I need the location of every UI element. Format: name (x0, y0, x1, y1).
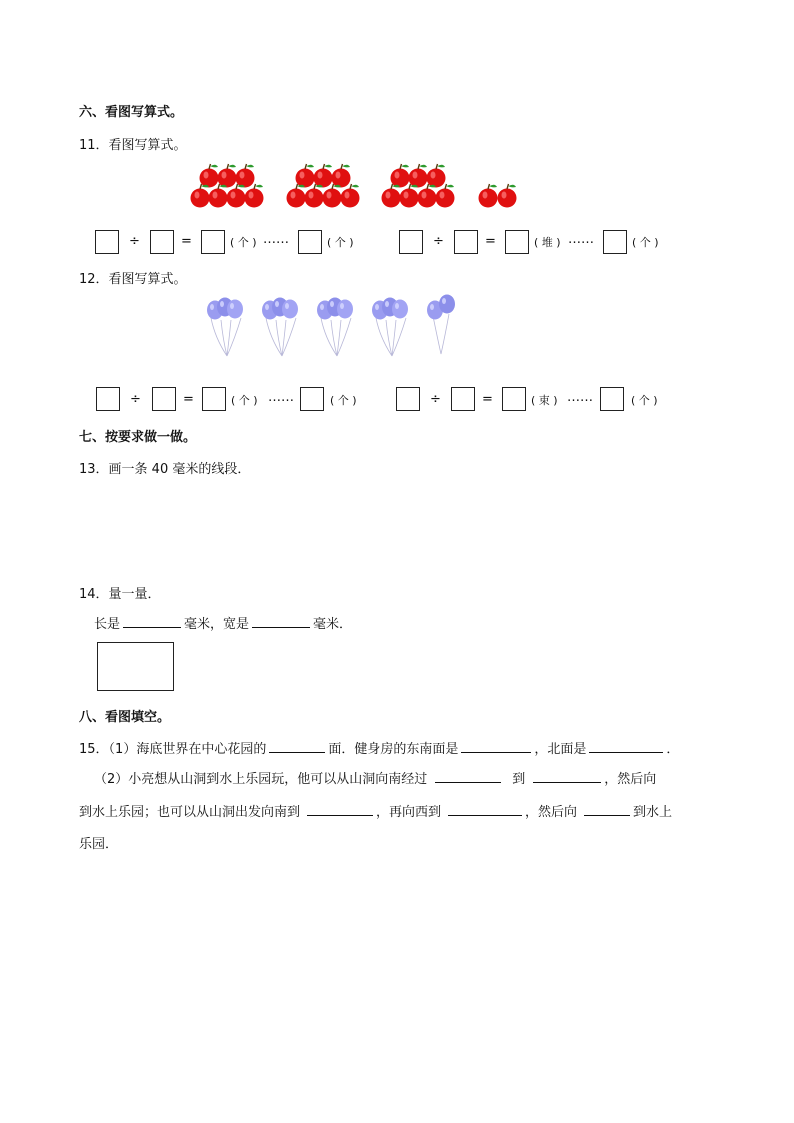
balloons-picture (200, 296, 500, 366)
balloon-bunch (207, 298, 243, 357)
unit-label: ( 个 ) (327, 236, 354, 249)
balloon-bunch (372, 298, 408, 357)
question-15-line-4: 乐园． (79, 837, 119, 852)
unit-label: ( 束 ) (531, 394, 558, 407)
q15-text: 到水上乐园；也可以从山洞出发向南到 (79, 805, 301, 820)
answer-box[interactable] (454, 230, 478, 254)
unit-label: ( 个 ) (330, 394, 357, 407)
question-11-label: 11．看图写算式。 (79, 138, 187, 153)
answer-box[interactable] (96, 387, 120, 411)
answer-blank[interactable] (307, 803, 373, 816)
answer-box[interactable] (202, 387, 226, 411)
remainder-dots: …… (268, 390, 294, 405)
apple-group-3 (382, 164, 455, 208)
q15-text: 到 (512, 772, 526, 787)
question-13-label: 13．画一条 40 毫米的线段． (79, 462, 251, 477)
answer-box[interactable] (201, 230, 225, 254)
q15-text: （2）小亮想从山洞到水上乐园玩，他可以从山洞向南经过 (94, 772, 428, 787)
balloon-bunch (427, 295, 455, 355)
measure-rectangle (97, 642, 174, 691)
divide-sign: ÷ (433, 234, 444, 249)
q15-text: ，再向西到 (376, 805, 442, 820)
q15-text: 面．健身房的东南面是 (328, 742, 459, 757)
answer-blank[interactable] (461, 740, 531, 753)
q15-text: 15．（1）海底世界在中心花园的 (79, 742, 267, 757)
equals-sign: = (482, 392, 493, 407)
answer-blank[interactable] (584, 803, 630, 816)
answer-box[interactable] (399, 230, 423, 254)
unit-label: ( 个 ) (632, 236, 659, 249)
unit-label: ( 个 ) (230, 236, 257, 249)
q15-text: 到水上 (633, 805, 673, 820)
divide-sign: ÷ (130, 392, 141, 407)
question-12-label: 12．看图写算式。 (79, 272, 187, 287)
answer-blank[interactable] (269, 740, 325, 753)
answer-box[interactable] (150, 230, 174, 254)
q15-text: ，北面是 (534, 742, 587, 757)
answer-box[interactable] (505, 230, 529, 254)
q15-text: ，然后向 (604, 772, 657, 787)
answer-blank[interactable] (589, 740, 663, 753)
remainder-dots: …… (263, 232, 289, 247)
equals-sign: = (181, 234, 192, 249)
question-14-label: 14．量一量． (79, 587, 161, 602)
remainder-dots: …… (568, 232, 594, 247)
length-text: 长是 (94, 617, 121, 632)
remainder-dots: …… (567, 390, 593, 405)
answer-box[interactable] (603, 230, 627, 254)
apple-group-2 (287, 164, 360, 208)
section-seven-title: 七、按要求做一做。 (79, 430, 197, 445)
question-15-line-3 (79, 801, 672, 820)
answer-blank[interactable] (435, 770, 501, 783)
answer-box[interactable] (600, 387, 624, 411)
balloon-bunch (317, 298, 353, 357)
divide-sign: ÷ (129, 234, 140, 249)
equals-sign: = (485, 234, 496, 249)
width-text: 毫米，宽是 (184, 617, 250, 632)
divide-sign: ÷ (430, 392, 441, 407)
length-blank[interactable] (123, 615, 181, 628)
section-six-title: 六、看图写算式。 (79, 105, 184, 120)
apple-group-1 (191, 164, 264, 208)
question-14-measure-line (94, 613, 352, 632)
unit-label: ( 堆 ) (534, 236, 561, 249)
answer-box[interactable] (396, 387, 420, 411)
answer-box[interactable] (502, 387, 526, 411)
unit-text: 毫米． (313, 617, 353, 632)
answer-box[interactable] (95, 230, 119, 254)
unit-label: ( 个 ) (231, 394, 258, 407)
width-blank[interactable] (252, 615, 310, 628)
answer-blank[interactable] (448, 803, 522, 816)
unit-label: ( 个 ) (631, 394, 658, 407)
answer-blank[interactable] (533, 770, 601, 783)
apples-picture (180, 158, 780, 218)
answer-box[interactable] (300, 387, 324, 411)
section-eight-title: 八、看图填空。 (79, 710, 171, 725)
balloon-bunch (262, 298, 298, 357)
q15-text: ． (666, 742, 680, 757)
answer-box[interactable] (152, 387, 176, 411)
apple-group-4 (479, 184, 517, 208)
answer-box[interactable] (451, 387, 475, 411)
question-15-line-1 (79, 738, 679, 757)
q15-text: ，然后向 (525, 805, 578, 820)
equals-sign: = (183, 392, 194, 407)
question-15-line-2 (94, 768, 656, 787)
answer-box[interactable] (298, 230, 322, 254)
